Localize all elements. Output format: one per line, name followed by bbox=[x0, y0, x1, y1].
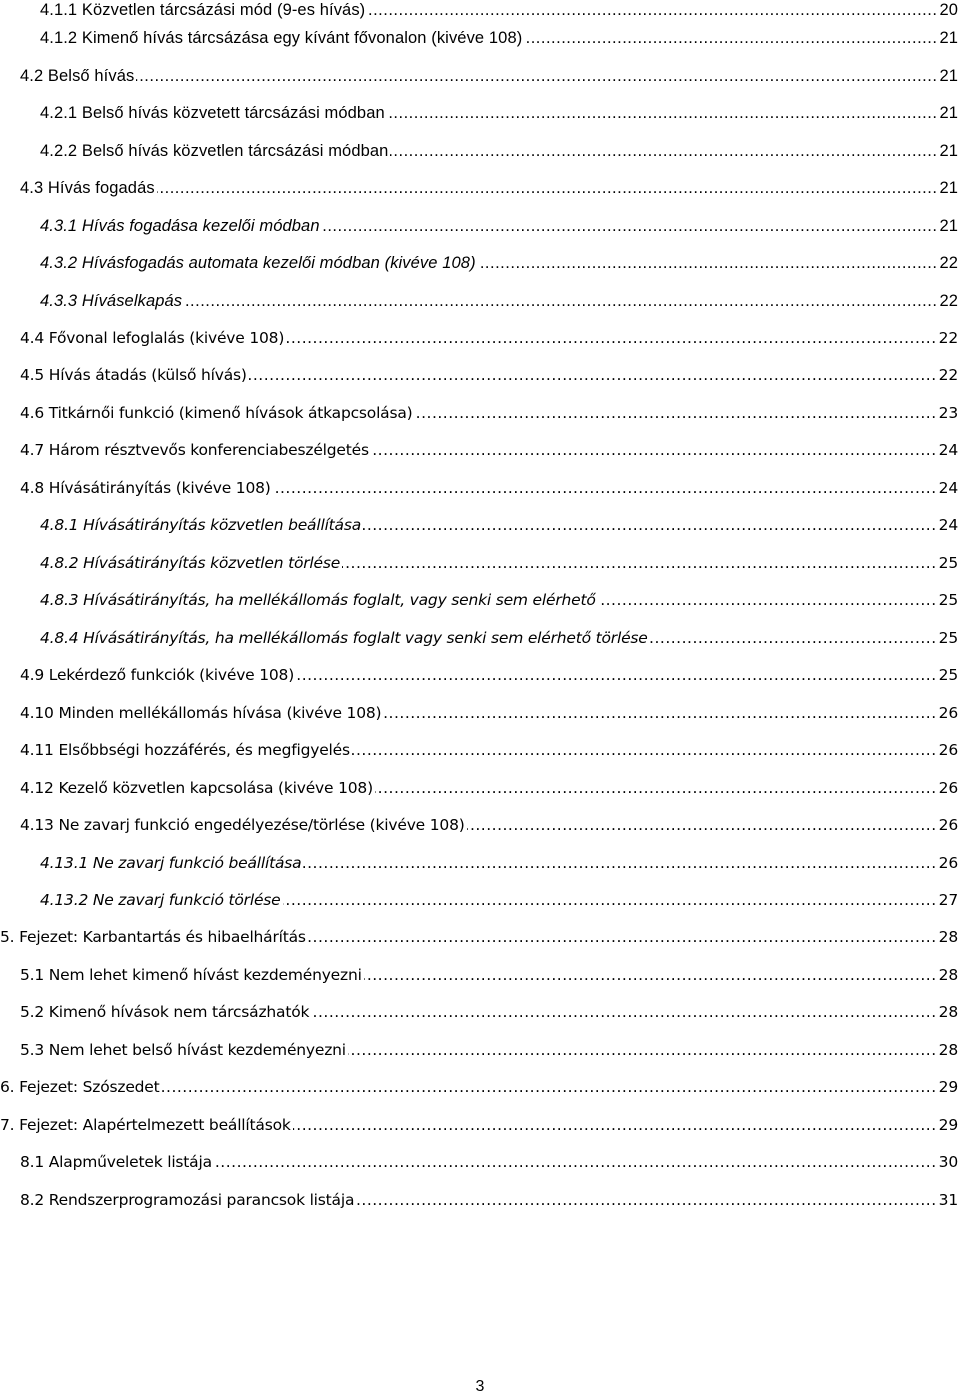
dot-leader bbox=[478, 253, 938, 273]
dot-leader bbox=[390, 141, 937, 161]
toc-entry[interactable] bbox=[20, 1023, 960, 1060]
toc-entry-title: 4.1.1 Közvetlen tárcsázási mód (9-es hívás) bbox=[40, 1, 366, 19]
toc-entry[interactable] bbox=[40, 86, 960, 123]
toc-entry-title: 4.7 Három résztvevős konferenciabeszélgetés bbox=[20, 441, 369, 459]
toc-entry[interactable] bbox=[40, 199, 960, 236]
dot-leader bbox=[524, 28, 937, 48]
toc-entry-title: 4.3.2 Hívásfogadás automata kezelői módban (kivéve 108) bbox=[40, 254, 476, 272]
dot-leader bbox=[467, 815, 937, 835]
toc-entry[interactable] bbox=[0, 1098, 960, 1135]
dot-leader bbox=[184, 291, 937, 311]
toc-entry-page: 26 bbox=[938, 704, 958, 722]
toc-entry[interactable] bbox=[40, 536, 960, 573]
toc-entry-page: 28 bbox=[938, 1041, 958, 1059]
toc-entry-page: 26 bbox=[938, 779, 958, 797]
dot-leader bbox=[273, 478, 937, 498]
toc-entry[interactable] bbox=[20, 423, 960, 460]
toc-entry-page: 21 bbox=[939, 104, 958, 122]
dot-leader bbox=[352, 740, 937, 760]
dot-leader bbox=[342, 553, 937, 573]
toc-entry-title: 4.13.2 Ne zavarj funkció törlése bbox=[40, 891, 281, 909]
toc-entry-title: 4.3.3 Híváselkapás bbox=[40, 292, 183, 310]
toc-entry-page: 25 bbox=[938, 554, 958, 572]
dot-leader bbox=[293, 1115, 937, 1135]
dot-leader bbox=[157, 178, 938, 198]
toc-entry[interactable] bbox=[20, 386, 960, 423]
toc-entry-page: 21 bbox=[939, 179, 958, 197]
toc-entry-page: 22 bbox=[939, 254, 958, 272]
dot-leader bbox=[303, 853, 936, 873]
toc-entry[interactable] bbox=[20, 49, 960, 86]
toc-entry-title: 7. Fejezet: Alapértelmezett beállítások bbox=[0, 1116, 291, 1134]
toc-entry-title: 4.11 Elsőbbségi hozzáférés, és megfigyelés bbox=[20, 741, 350, 759]
dot-leader bbox=[348, 1040, 937, 1060]
toc-entry-page: 21 bbox=[939, 142, 958, 160]
dot-leader bbox=[162, 1077, 937, 1097]
dot-leader bbox=[387, 103, 938, 123]
toc-entry[interactable] bbox=[20, 461, 960, 498]
toc-entry-title: 4.8.3 Hívásátirányítás, ha mellékállomás foglalt, vagy senki sem elérhető bbox=[40, 591, 596, 609]
dot-leader bbox=[283, 890, 937, 910]
dot-leader bbox=[363, 515, 937, 535]
toc-entry[interactable] bbox=[20, 311, 960, 348]
toc-entry-page: 20 bbox=[939, 1, 958, 19]
toc-entry-page: 25 bbox=[938, 591, 958, 609]
toc-entry-page: 28 bbox=[938, 966, 958, 984]
toc-entry-page: 26 bbox=[938, 741, 958, 759]
toc-entry-page: 26 bbox=[938, 854, 958, 872]
toc-entry[interactable] bbox=[20, 798, 960, 835]
toc-entry[interactable] bbox=[0, 1060, 960, 1097]
toc-entry[interactable] bbox=[20, 985, 960, 1022]
toc-entry[interactable] bbox=[40, 274, 960, 311]
toc-entry[interactable] bbox=[20, 648, 960, 685]
toc-entry-page: 26 bbox=[938, 816, 958, 834]
toc-entry[interactable] bbox=[40, 836, 960, 873]
toc-entry[interactable] bbox=[40, 573, 960, 610]
toc-entry[interactable] bbox=[20, 348, 960, 385]
toc-entry-page: 22 bbox=[939, 292, 958, 310]
dot-leader bbox=[650, 628, 937, 648]
toc-entry-title: 4.2.2 Belső hívás közvetlen tárcsázási módban bbox=[40, 142, 389, 160]
toc-entry[interactable] bbox=[20, 948, 960, 985]
dot-leader bbox=[214, 1152, 937, 1172]
toc-entry[interactable] bbox=[20, 686, 960, 723]
toc-entry-title: 4.6 Titkárnői funkció (kimenő hívások átkapcsolása) bbox=[20, 404, 413, 422]
toc-entry-title: 4.13 Ne zavarj funkció engedélyezése/törlése (kivéve 108) bbox=[20, 816, 465, 834]
dot-leader bbox=[249, 365, 937, 385]
toc-entry[interactable] bbox=[0, 910, 960, 947]
dot-leader bbox=[356, 1190, 936, 1210]
dot-leader bbox=[286, 328, 936, 348]
toc-entry-title: 4.9 Lekérdező funkciók (kivéve 108) bbox=[20, 666, 295, 684]
dot-leader bbox=[311, 1002, 936, 1022]
toc-entry-page: 24 bbox=[938, 441, 958, 459]
toc-entry-title: 4.8.4 Hívásátirányítás, ha mellékállomás foglalt vagy senki sem elérhető törlése bbox=[40, 629, 648, 647]
toc-entry-page: 28 bbox=[938, 1003, 958, 1021]
toc-entry-page: 25 bbox=[938, 629, 958, 647]
toc-entry-title: 4.2 Belső hívás bbox=[20, 67, 135, 85]
toc-entry[interactable] bbox=[20, 761, 960, 798]
dot-leader bbox=[375, 778, 937, 798]
toc-entry-page: 28 bbox=[938, 928, 958, 946]
toc-entry-page: 21 bbox=[939, 67, 958, 85]
toc-entry-title: 4.3 Hívás fogadás bbox=[20, 179, 155, 197]
toc-entry-page: 24 bbox=[938, 479, 958, 497]
dot-leader bbox=[296, 665, 937, 685]
toc-entry-title: 4.1.2 Kimenő hívás tárcsázása egy kívánt fővonalon (kivéve 108) bbox=[40, 29, 523, 47]
toc-entry-title: 5. Fejezet: Karbantartás és hibaelhárítás bbox=[0, 928, 306, 946]
toc-entry-title: 4.13.1 Ne zavarj funkció beállítása bbox=[40, 854, 302, 872]
toc-entry-page: 24 bbox=[938, 516, 958, 534]
toc-entry-title: 4.10 Minden mellékállomás hívása (kivéve 108) bbox=[20, 704, 382, 722]
toc-entry-page: 22 bbox=[938, 366, 958, 384]
toc-entry[interactable] bbox=[20, 1135, 960, 1172]
toc-entry-title: 4.3.1 Hívás fogadása kezelői módban bbox=[40, 217, 320, 235]
toc-entry[interactable] bbox=[20, 161, 960, 198]
toc-entry-title: 4.8.2 Hívásátirányítás közvetlen törlése bbox=[40, 554, 341, 572]
toc-entry-title: 6. Fejezet: Szószedet bbox=[0, 1078, 160, 1096]
dot-leader bbox=[598, 590, 937, 610]
toc-entry[interactable] bbox=[40, 611, 960, 648]
toc-entry-page: 27 bbox=[938, 891, 958, 909]
toc-entry-title: 5.1 Nem lehet kimenő hívást kezdeményezni bbox=[20, 966, 362, 984]
toc-entry-title: 5.2 Kimenő hívások nem tárcsázhatók bbox=[20, 1003, 310, 1021]
toc-entry-page: 31 bbox=[938, 1191, 958, 1209]
toc-entry-title: 5.3 Nem lehet belső hívást kezdeményezni bbox=[20, 1041, 346, 1059]
toc-entry[interactable] bbox=[20, 723, 960, 760]
toc-entry-title: 8.2 Rendszerprogramozási parancsok listája bbox=[20, 1191, 355, 1209]
toc-entry-page: 22 bbox=[938, 329, 958, 347]
toc-entry-title: 4.4 Fővonal lefoglalás (kivéve 108) bbox=[20, 329, 285, 347]
dot-leader bbox=[415, 403, 937, 423]
dot-leader bbox=[308, 927, 937, 947]
dot-leader bbox=[322, 216, 938, 236]
toc-entry[interactable] bbox=[20, 1173, 960, 1210]
dot-leader bbox=[371, 440, 937, 460]
toc-entry-page: 29 bbox=[938, 1078, 958, 1096]
toc-entry[interactable] bbox=[40, 498, 960, 535]
toc-entry-title: 8.1 Alapműveletek listája bbox=[20, 1153, 212, 1171]
toc-entry[interactable] bbox=[40, 11, 960, 48]
toc-entry-page: 29 bbox=[938, 1116, 958, 1134]
toc-entry-title: 4.2.1 Belső hívás közvetett tárcsázási módban bbox=[40, 104, 385, 122]
toc-entry[interactable] bbox=[40, 236, 960, 273]
toc-entry-title: 4.5 Hívás átadás (külső hívás) bbox=[20, 366, 247, 384]
page-number: 3 bbox=[475, 1378, 485, 1395]
toc-entry-title: 4.8.1 Hívásátirányítás közvetlen beállítása bbox=[40, 516, 362, 534]
dot-leader bbox=[364, 965, 937, 985]
toc-entry[interactable] bbox=[40, 124, 960, 161]
toc-entry-title: 4.12 Kezelő közvetlen kapcsolása (kivéve 108) bbox=[20, 779, 373, 797]
toc-entry-page: 21 bbox=[939, 29, 958, 47]
toc-entry-page: 30 bbox=[938, 1153, 958, 1171]
toc-entry-page: 23 bbox=[938, 404, 958, 422]
toc-entry-title: 4.8 Hívásátirányítás (kivéve 108) bbox=[20, 479, 271, 497]
dot-leader bbox=[136, 66, 937, 86]
dot-leader bbox=[383, 703, 936, 723]
toc-entry[interactable] bbox=[40, 873, 960, 910]
toc-entry-page: 25 bbox=[938, 666, 958, 684]
toc-entry-page: 21 bbox=[939, 217, 958, 235]
